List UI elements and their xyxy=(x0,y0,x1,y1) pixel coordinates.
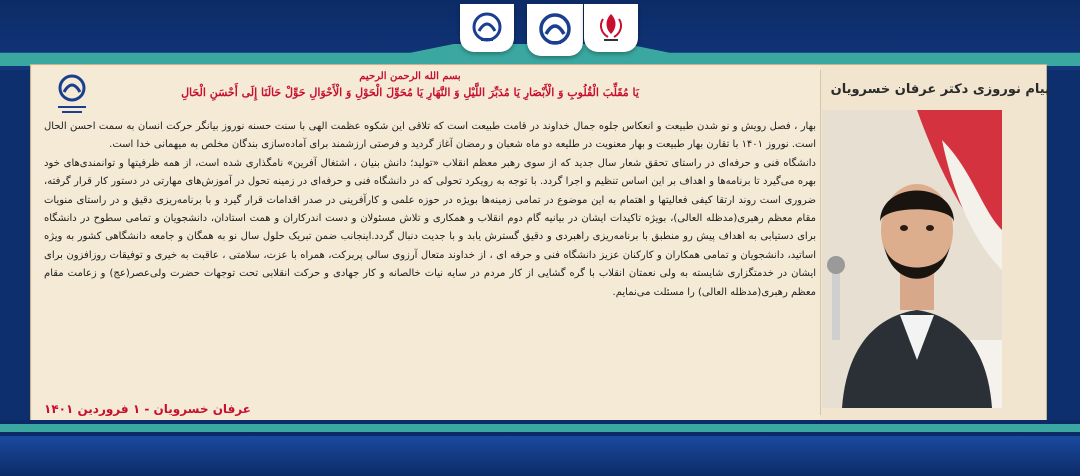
basmala: بسم الله الرحمن الرحیم xyxy=(359,71,461,82)
header-logo-left[interactable] xyxy=(460,4,514,52)
university-logo-small-icon xyxy=(44,68,100,124)
footer-teal-band xyxy=(0,424,1080,432)
message-body xyxy=(44,118,816,302)
university-logo-variant-icon xyxy=(470,11,504,45)
university-logo-icon xyxy=(537,12,573,48)
panel-title: پیام نوروزی دکتر عرفان خسرویان xyxy=(830,82,1050,97)
nowruz-prayer: یَا مُقَلِّبَ الْقُلُوبِ وَ الْأَبْصَارِ یَا مُدَبِّرَ اللَّیْلِ وَ النَّهَارِ یَا مُحَوِّلَ الْحَوْلِ وَ الْأَحْوَالِ حَوِّلْ حَالَنَا إِلَی أَحْسَنِ الْحَالِ xyxy=(181,86,639,99)
header-logo-right[interactable] xyxy=(584,4,638,52)
signature: عرفان خسرویان - ۱ فروردین ۱۴۰۱ xyxy=(44,402,251,416)
message-paragraph: بهار ، فصل رویش و نو شدن طبیعت و انعکاس جلوه جمال خداوند در قامت طبیعت است که تلاقی این شکوه عظمت الهی با سنت حسنه نوروز بیانگر حرکت انسان به سمت احسن الحال است. نوروز ۱۴۰۱ با تقارن بهار طبیعت و بهار معنویت در طلیعه دو ماه شعبان و رمضان آغاز گردید و فرصتی ارزشمند برای آماده‌سازی بندگان مخلص به میهمانی خدا است. xyxy=(44,121,816,151)
footer-blue-band xyxy=(0,436,1080,476)
organization-logo xyxy=(44,68,100,124)
emblem-iran-icon xyxy=(596,11,626,45)
portrait-photo xyxy=(822,110,1002,408)
message-paragraph: دانشگاه فنی و حرفه‌ای در راستای تحقق شعار سال جدید که از سوی رهبر معظم انقلاب «تولید؛ دانش بنیان ، اشتغال آفرین» نامگذاری شده است، از همه ظرفیتها و توانمندی‌های خود بهره می‌گیرد تا برنامه‌ها و اهداف بر این اساس تنظیم و اجرا گردد. با توجه به رویکرد تحولی که در دانشگاه فنی و حرفه‌ای در زمینه تحول در آموزش‌های مهارتی در دستور کار قرار گرفته، ضروری است روند ارتقا کیفی فعالیتها و اهتمام به این موضوع در تمامی زمینه‌ها بویژه در حوزه علمی و کارآفرینی در صدر اقدامات قرار گیرد و با برنامه‌ریزی دقیق و در راستای منویات مقام معظم رهبری(مدظله العالی)، بویژه تاکیدات ایشان در بیانیه گام دوم انقلاب و همکاری و تلاش مسئولان و دست اندرکاران و همت استادان، دانشجویان و تمامی سطوح در دانشگاه برای دستیابی به اهداف پیش رو منطبق با برنامه‌ریزی راهبردی و دقیق گسترش یابد و با جدیت دنبال گردد.اینجانب ضمن تبریک حلول سال نو به همگان و جامعه دانشگاهی کشور به ویژه اساتید، دانشجویان و تمامی همکاران و کارکنان عزیز دانشگاه فنی و حرفه ای ، از خداوند متعال آرزوی سالی پربرکت، همراه با عزت، سلامتی ، عاقبت به خیری و توفیقات روزافزون برای ایشان در خدمتگزاری شایسته به ولی نعمتان انقلاب با گره گشایی از کار مردم در سایه نیات خالصانه و کار جهادی و حرکت انقلابی تحت توجهات حضرت ولی‌عصر(عج) و زعامت مقام معظم رهبری(مدظله العالی) را مسئلت می‌نمایم. xyxy=(44,157,816,298)
panel-divider xyxy=(820,70,821,415)
header-logo-center[interactable] xyxy=(527,4,583,56)
portrait-illustration xyxy=(822,110,1002,408)
